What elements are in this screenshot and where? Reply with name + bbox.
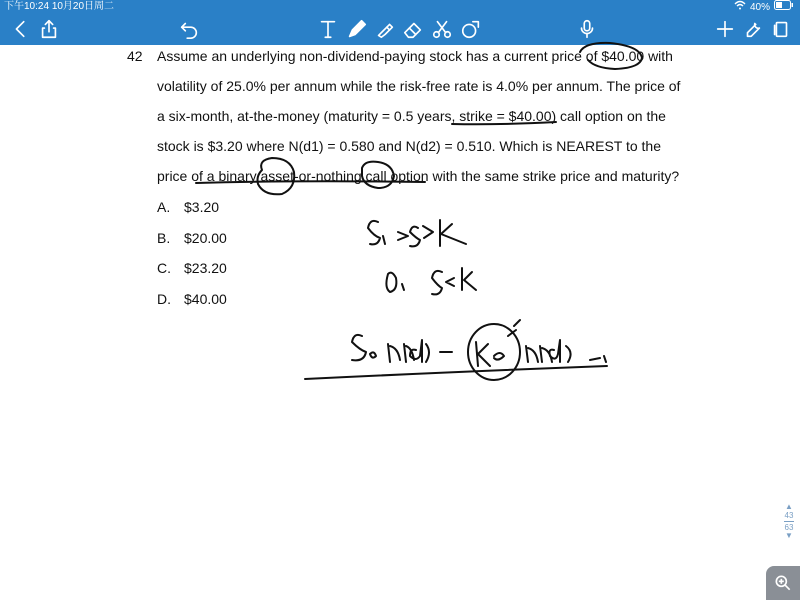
option-letter: C. <box>157 260 171 276</box>
wifi-icon <box>734 0 746 15</box>
share-icon[interactable] <box>36 16 62 42</box>
toolbar <box>0 0 800 45</box>
pen-icon[interactable] <box>344 16 370 42</box>
question-line-2: volatility of 25.0% per annum while the risk-free rate is 4.0% per annum. The price of <box>157 78 681 94</box>
highlighter-icon[interactable] <box>372 16 398 42</box>
shape-icon[interactable] <box>458 16 484 42</box>
current-page: 43 <box>784 511 794 520</box>
option-text: $40.00 <box>184 291 227 307</box>
question-line-3: a six-month, at-the-money (maturity = 0.5 years, strike = $40.00) call option on the <box>157 108 666 124</box>
option-a[interactable] <box>157 199 219 215</box>
status-time: 下午10:24 <box>4 1 50 12</box>
status-date: 10月20日周二 <box>51 1 115 12</box>
question-line-5: price of a binary asset-or-nothing call option with the same strike price and maturity? <box>157 168 680 184</box>
add-icon[interactable] <box>712 16 738 42</box>
option-text: $23.20 <box>184 260 227 276</box>
question-line-1: Assume an underlying non-dividend-paying stock has a current price of $40.00 with <box>157 48 673 64</box>
option-letter: A. <box>157 199 171 215</box>
chevron-up-icon[interactable]: ▲ <box>785 502 793 511</box>
document-page[interactable] <box>0 45 800 600</box>
zoom-icon <box>773 573 793 593</box>
text-tool-icon[interactable] <box>315 16 341 42</box>
option-letter: B. <box>157 230 171 246</box>
wrench-icon[interactable] <box>740 16 766 42</box>
zoom-button[interactable] <box>766 566 800 600</box>
battery-icon <box>774 0 794 15</box>
scissors-icon[interactable] <box>429 16 455 42</box>
option-c[interactable] <box>157 260 227 276</box>
question-number: 42 <box>127 48 143 64</box>
option-text: $3.20 <box>184 199 220 215</box>
option-text: $20.00 <box>184 230 227 246</box>
undo-icon[interactable] <box>176 16 202 42</box>
microphone-icon[interactable] <box>574 16 600 42</box>
back-icon[interactable] <box>8 16 34 42</box>
pages-icon[interactable] <box>768 16 794 42</box>
option-b[interactable] <box>157 230 227 246</box>
option-letter: D. <box>157 291 171 307</box>
total-pages: 63 <box>784 523 794 532</box>
battery-percent: 40% <box>749 1 770 13</box>
status-bar <box>0 0 800 14</box>
question-line-4: stock is $3.20 where N(d1) = 0.580 and N(d2) = 0.510. Which is NEAREST to the <box>157 138 661 154</box>
option-d[interactable] <box>157 291 227 307</box>
chevron-down-icon[interactable]: ▼ <box>785 531 793 540</box>
page-separator <box>784 521 794 522</box>
eraser-icon[interactable] <box>400 16 426 42</box>
page-indicator[interactable] <box>780 503 798 551</box>
